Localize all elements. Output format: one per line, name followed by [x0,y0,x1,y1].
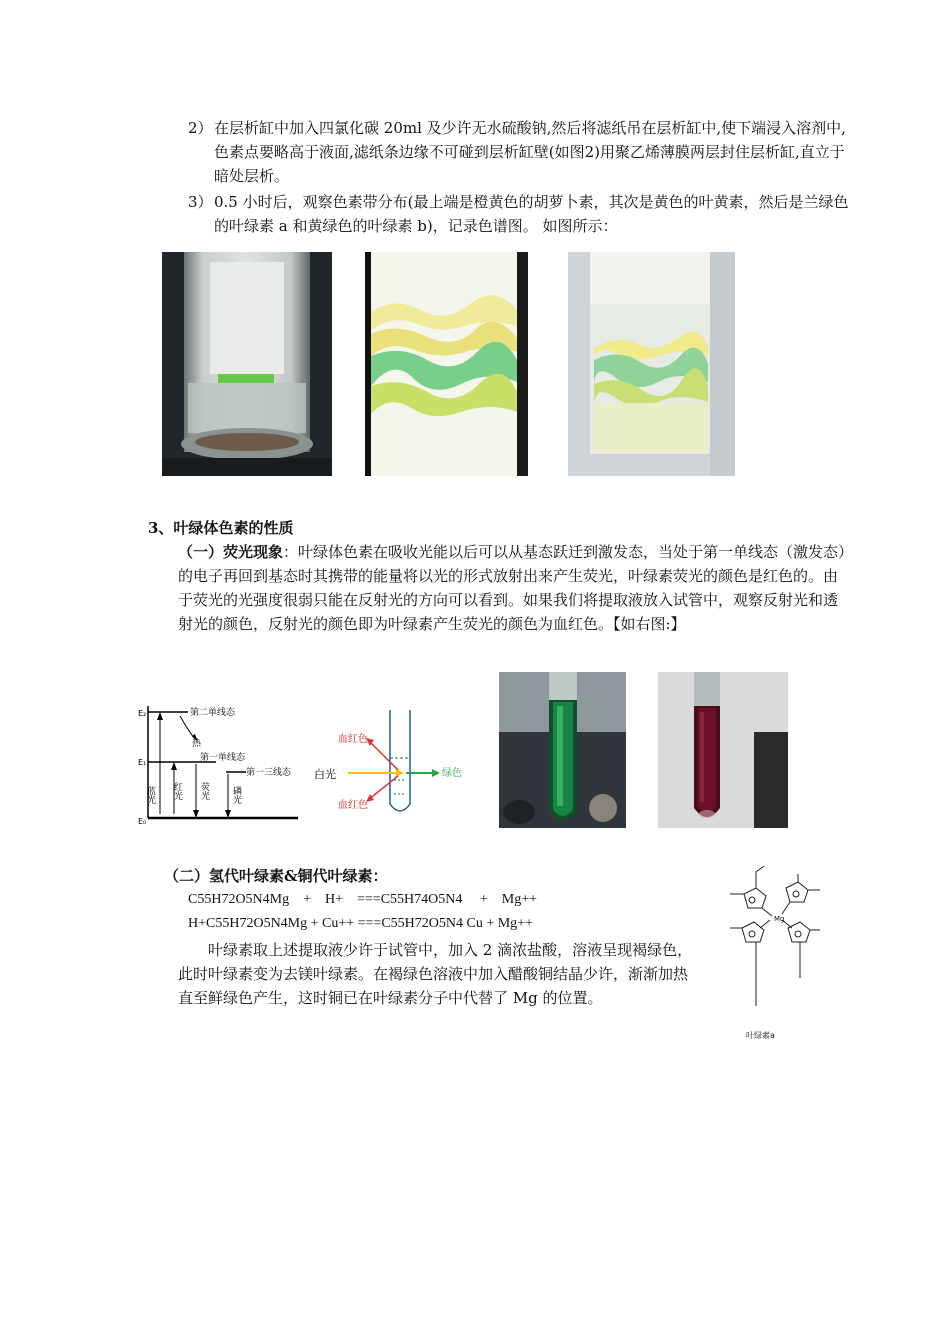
subheading-hydro-copper-chlorophyll: （二）氢代叶绿素&铜代叶绿素： [164,867,388,885]
chromatogram-photo-2 [568,252,735,476]
step-number: 2） [188,119,213,137]
energy-level-diagram [138,702,303,826]
red-tube-photo [658,672,788,828]
blood-red-bottom-label: 血红色 [338,800,368,811]
heat-label: 热 [192,739,202,749]
chlorophyll-a-structure [716,858,848,1048]
step-text: 在层析缸中加入四氯化碳 20ml 及少许无水硫酸钠,然后将滤纸吊在层析缸中,使下端浸入溶剂中,色素点要略高于液面,滤纸条边缘不可碰到层析缸壁(如图2)用聚乙烯薄膜两层封住层析缸,直立于暗处层析。 [214,119,846,185]
section-heading: 3、叶绿体色素的性质 [148,519,294,537]
white-light-label: 白光 [314,768,336,781]
step-3 [188,190,850,238]
chromatography-jar-photo [162,252,332,476]
first-singlet-label: 第一单线态 [200,753,246,763]
phosphorescence-label: 磷光 [231,786,241,804]
green-tube-photo [499,672,626,828]
chromatogram-photo-1 [365,252,528,476]
fluorescence-label: 荧光 [199,782,209,800]
formula-2: H+C55H72O5N4Mg + Cu++ ===C55H72O5N4 Cu + Mg++ [188,916,533,931]
e1-label: E₁ [138,758,147,767]
red-light-label: 红光 [172,782,182,800]
test-tube-light-diagram [310,710,480,820]
structure-caption: 叶绿素a [746,1031,775,1040]
subheading-fluorescence: （一）荧光现象 [178,543,284,561]
mg-label: Mg [774,915,785,923]
fluorescence-paragraph [178,540,850,636]
e0-label: E₀ [138,817,147,826]
e2-label: E₂ [138,709,147,718]
first-triplet-label: 第一三线态 [246,768,292,778]
green-label: 绿色 [442,768,462,779]
step-text: 0.5 小时后，观察色素带分布(最上端是橙黄色的胡萝卜素，其次是黄色的叶黄素，然后是兰绿色的叶绿素 a 和黄绿色的叶绿素 b)，记录色谱图。 如图所示： [214,193,849,235]
blood-red-top-label: 血红色 [338,734,368,745]
step-number: 3） [188,193,213,211]
blue-light-label: 蓝光 [145,786,155,804]
fluorescence-text: ：叶绿体色素在吸收光能以后可以从基态跃迁到激发态，当处于第一单线态（激发态）的电子再回到基态时其携带的能量将以光的形式放射出来产生荧光，叶绿素荧光的颜色是红色的。由于荧光的光强度很弱只能在反射光的方向可以看到。如果我们将提取液放入试管中，观察反射光和透射光的颜色，反射光的颜色即为叶绿素产生荧光的颜色为血红色。【如右图:】 [178,543,846,633]
step-2 [188,116,850,188]
second-singlet-label: 第二单线态 [190,708,236,718]
reaction-paragraph: 叶绿素取上述提取液少许于试管中，加入 2 滴浓盐酸，溶液呈现褐绿色，此时叶绿素变为去镁叶绿素。在褐绿色溶液中加入醋酸铜结晶少许，渐渐加热直至鲜绿色产生，这时铜已在叶绿素分子中代替了 Mg 的位置。 [178,941,693,1007]
formula-1: C55H72O5N4Mg + H+ ===C55H74O5N4 + Mg++ [188,892,538,907]
